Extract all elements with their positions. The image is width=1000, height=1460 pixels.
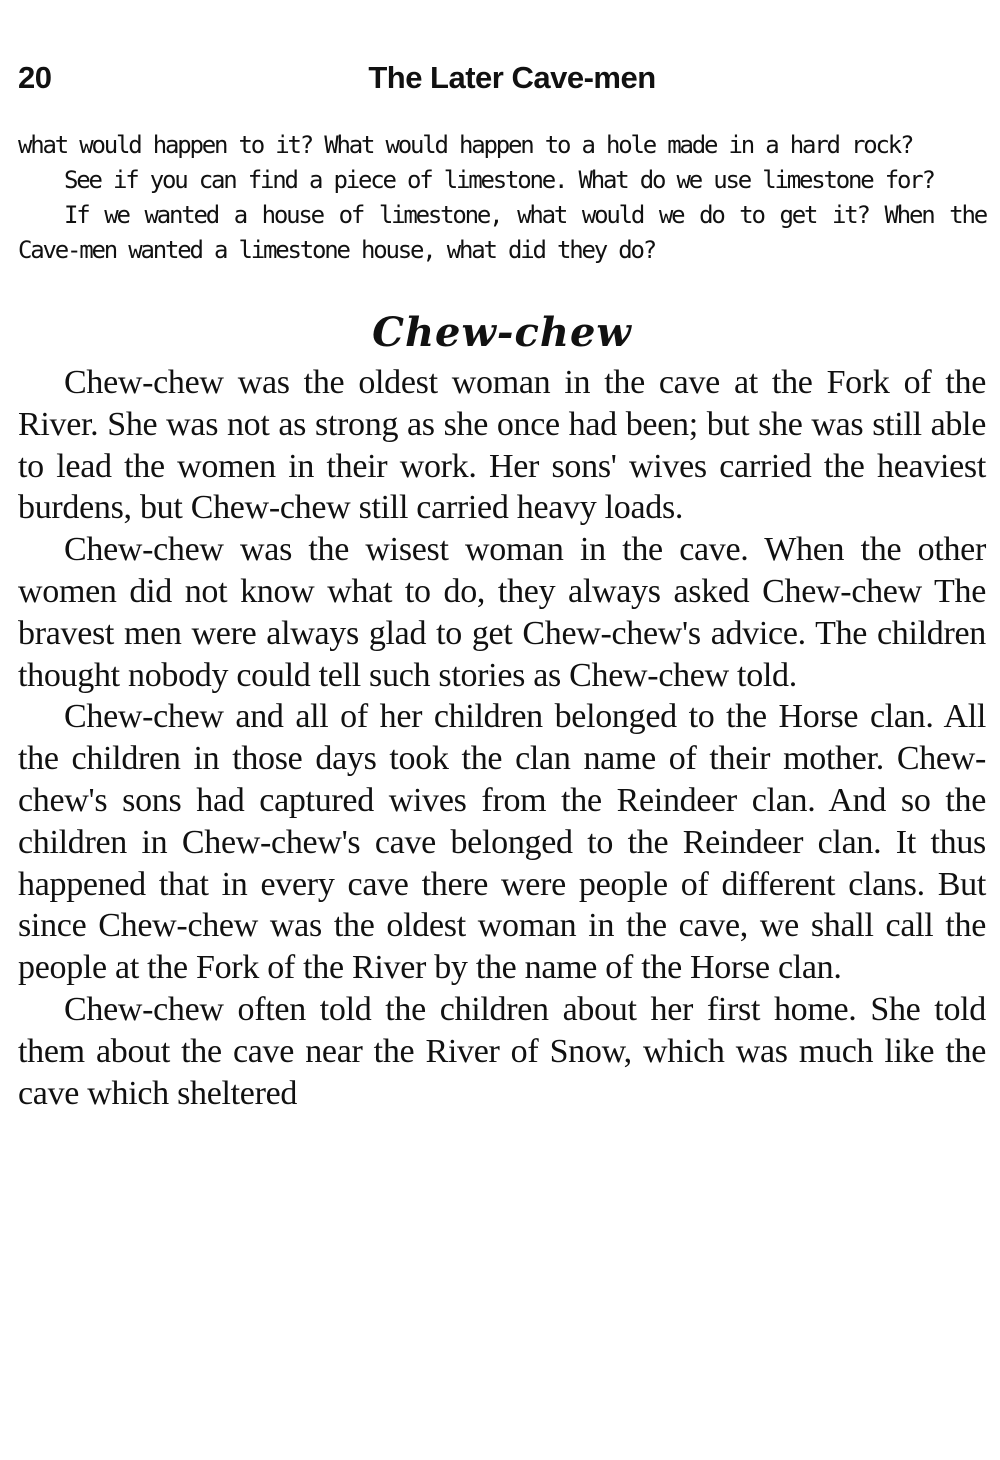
question-paragraph: If we wanted a house of limestone, what would we do to get it? When the Cave-men wanted a limestone house, what did they do? <box>18 201 986 264</box>
story-paragraph: Chew-chew was the wisest woman in the cave. When the other women did not know what to do, they always asked Chew-chew The bravest men were always glad to get Chew-chew's advice. The children thought nobody could tell such stories as Chew-chew told. <box>18 531 986 694</box>
question-paragraph: what would happen to it? What would happen to a hole made in a hard rock? <box>18 131 913 159</box>
story-paragraph: Chew-chew and all of her children belonged to the Horse clan. All the children in those days took the clan name of their mother. Chew-chew's sons had captured wives from the Reindeer clan. And so the children in Chew-chew's cave belonged to the Reindeer clan. It thus happened that in every cave there were people of different clans. But since Chew-chew was the oldest woman in the cave, we shall call the people at the Fork of the River by the name of the Horse clan. <box>18 698 986 987</box>
page-number: 20 <box>18 60 52 95</box>
study-questions <box>18 128 986 268</box>
question-paragraph: See if you can find a piece of limestone. What do we use limestone for? <box>64 166 934 194</box>
story-paragraph: Chew-chew often told the children about her first home. She told them about the cave near the River of Snow, which was much like the cave which sheltered <box>18 990 986 1112</box>
story-paragraph: Chew-chew was the oldest woman in the cave at the Fork of the River. She was not as strong as she once had been; but she was still able to lead the women in their work. Her sons' wives carried the heaviest burdens, but Chew-chew still carried heavy loads. <box>18 364 986 527</box>
story-body <box>18 362 986 1114</box>
book-page <box>18 52 986 1114</box>
running-title: The Later Cave-men <box>368 60 656 95</box>
running-head <box>18 52 986 104</box>
story-title: Chew-chew <box>372 309 632 356</box>
